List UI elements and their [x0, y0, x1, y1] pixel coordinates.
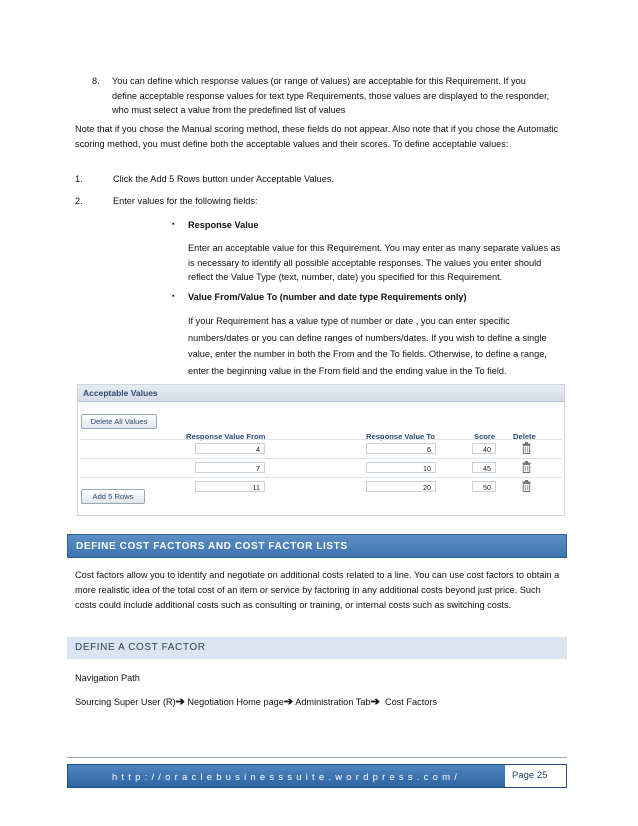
footer-url[interactable]: http://oraclebusinesssuite.wordpress.com/ — [111, 772, 462, 783]
column-header-from: Response Value From — [186, 432, 266, 441]
column-header-delete: Delete — [513, 432, 536, 441]
step-text: You can define which response values (or range of values) are acceptable for this Requirement. If you define acceptable response values for text type Requirements, those values are displayed to the responder, who must select a value from the predefined list of values — [112, 76, 550, 115]
bullet-heading: Value From/Value To (number and date type Requirements only) — [188, 292, 467, 302]
value-from-to-description: If your Requirement has a value type of number or date , you can enter specific numbers/dates or you can define ranges of numbers/dates. If you wish to define a single value, enter the number in both the From and the To fields. Otherwise, to define a range, enter the beginning value in the From field and the ending value in the To field. — [188, 316, 547, 376]
value-to-input[interactable]: 20 — [366, 481, 436, 492]
panel-title: Acceptable Values — [83, 388, 158, 398]
column-header-to: Response Value To — [366, 432, 436, 441]
step-number: 1. — [75, 174, 83, 184]
value-from-input[interactable]: 11 — [195, 481, 265, 492]
trash-icon[interactable] — [522, 442, 531, 454]
trash-icon[interactable] — [522, 480, 531, 492]
step-2 — [75, 194, 258, 209]
cost-factors-paragraph: Cost factors allow you to identify and negotiate on additional costs related to a line. You can use cost factors to obtain a more realistic idea of the total cost of an item or service by factoring in any additional costs beyond just price. Such costs could include additional costs such as consulting or training, or internal costs such as switching costs. — [75, 570, 560, 610]
delete-all-values-button[interactable]: Delete All Values — [81, 414, 157, 429]
step-text: Click the Add 5 Rows button under Acceptable Values. — [113, 174, 334, 184]
nav-part: Negotiation Home page — [187, 697, 284, 707]
navigation-path-label: Navigation Path — [75, 673, 140, 683]
step-number: 8. — [92, 76, 100, 86]
step-number: 2. — [75, 196, 83, 206]
step-text: Enter values for the following fields: — [113, 196, 258, 206]
response-value-description: Enter an acceptable value for this Requirement. You may enter as many separate values as is necessary to identify all possible acceptable responses. The values you enter should reflect the Value Type (text, number, date) you specified for this Requirement. — [188, 243, 561, 282]
bullet-marker: ▪ — [172, 221, 175, 228]
value-from-input[interactable]: 4 — [195, 443, 265, 454]
navigation-path — [75, 695, 437, 710]
note-paragraph: Note that if you chose the Manual scoring method, these fields do not appear. Also note that if you chose the Automatic scoring method, you must define both the acceptable values and their scores. To define acceptable values: — [75, 124, 559, 149]
arrow-right-icon: ➔ — [283, 696, 294, 708]
arrow-right-icon: ➔ — [175, 696, 185, 708]
value-to-input[interactable]: 10 — [366, 462, 436, 473]
section-heading-define-cost-factor — [67, 637, 567, 659]
bullet-heading: Response Value — [188, 220, 259, 230]
footer-divider — [67, 757, 567, 758]
nav-part: Sourcing Super User (R) — [75, 697, 176, 707]
add-5-rows-button[interactable]: Add 5 Rows — [81, 489, 145, 504]
section-heading-cost-factors — [67, 534, 567, 558]
arrow-right-icon: ➔ — [370, 696, 380, 708]
nav-part: Cost Factors — [384, 697, 438, 707]
nav-part: Administration Tab — [295, 697, 371, 707]
column-header-score: Score — [474, 432, 496, 441]
section-title: DEFINE A COST FACTOR — [75, 642, 206, 653]
page-footer — [67, 764, 567, 788]
table-row — [80, 439, 562, 459]
acceptable-values-panel — [77, 384, 565, 516]
value-from-input[interactable]: 7 — [195, 462, 265, 473]
bullet-marker: ▪ — [172, 293, 175, 300]
score-input[interactable]: 40 — [472, 443, 496, 454]
value-to-input[interactable]: 6 — [366, 443, 436, 454]
score-input[interactable]: 45 — [472, 462, 496, 473]
page-number-box — [508, 765, 566, 787]
section-title: DEFINE COST FACTORS AND COST FACTOR LISTS — [76, 541, 348, 552]
step-1 — [75, 172, 334, 187]
page-number: Page 25 — [512, 770, 548, 781]
score-input[interactable]: 50 — [472, 481, 496, 492]
table-row — [80, 458, 562, 478]
table-row — [80, 477, 562, 497]
panel-header — [78, 385, 564, 402]
trash-icon[interactable] — [522, 461, 531, 473]
